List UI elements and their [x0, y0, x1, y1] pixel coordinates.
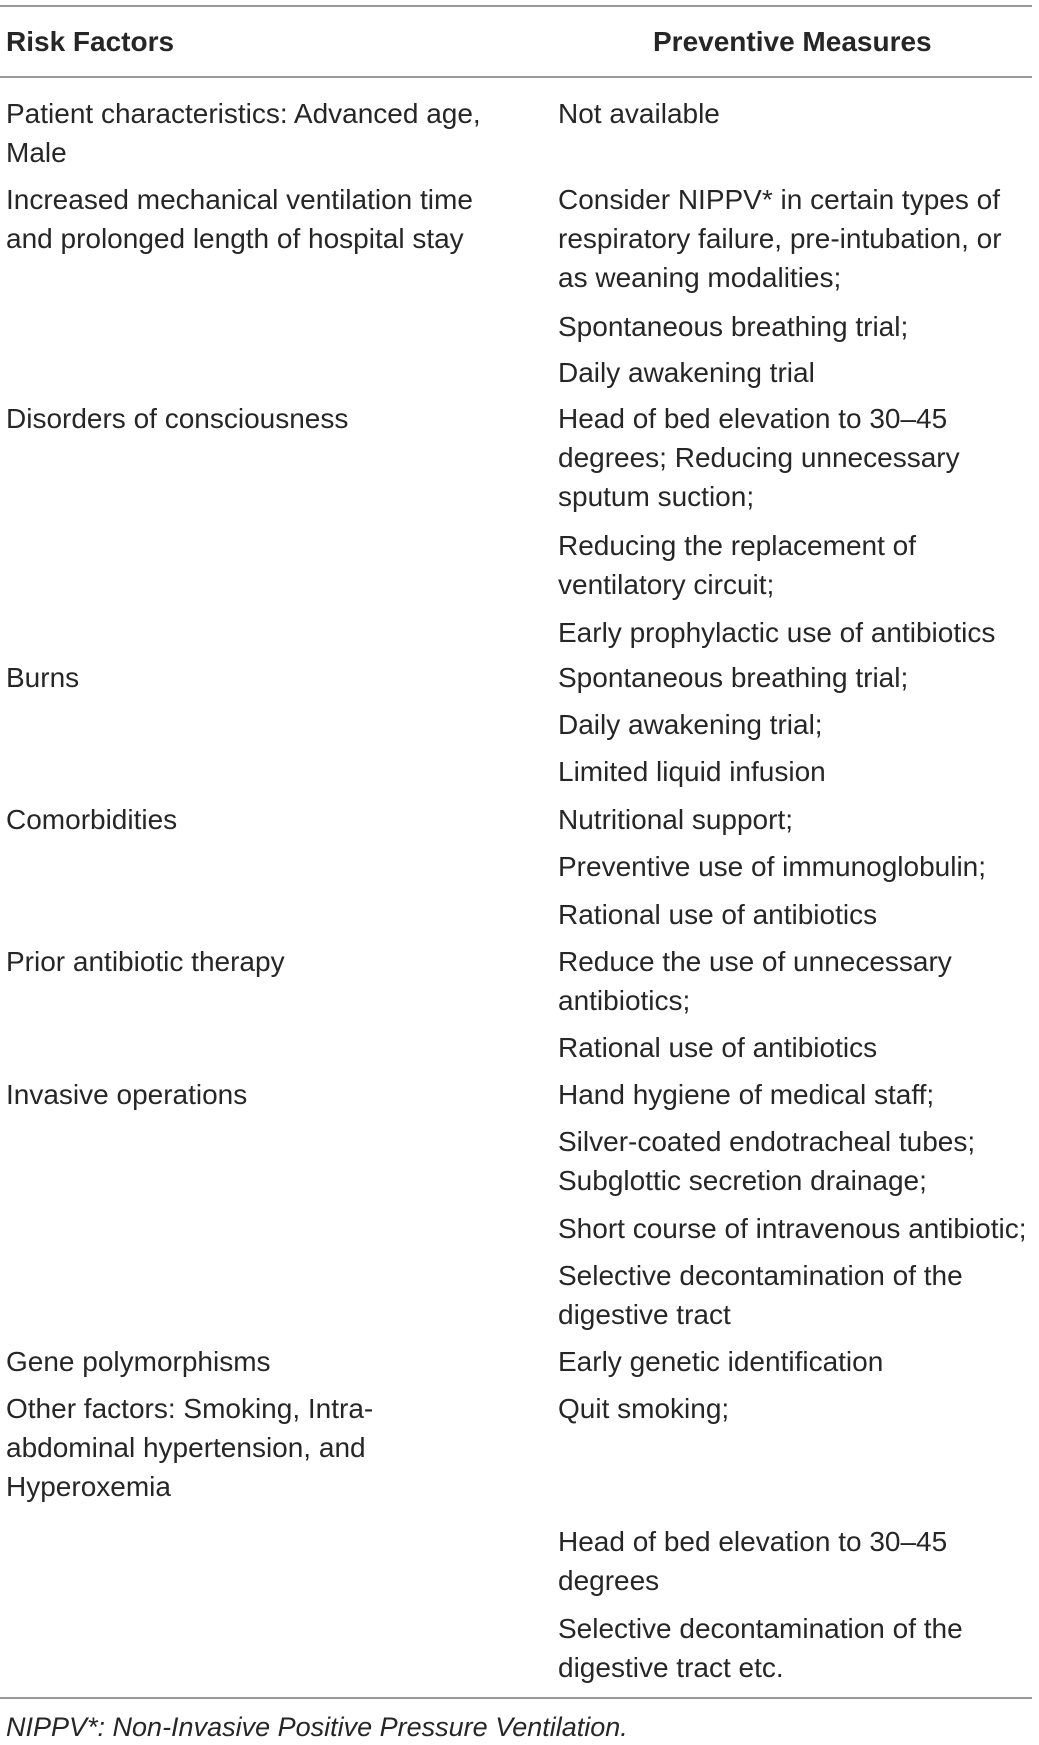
- measure-cell: Reducing the replacement of ventilatory circuit;: [558, 530, 916, 600]
- risk-factor-cell: Burns: [6, 662, 80, 693]
- risk-factor-cell: Prior antibiotic therapy: [6, 946, 285, 977]
- measure-cell: Selective decontamination of the digestive tract: [558, 1260, 963, 1330]
- risk-factor-cell: Invasive operations: [6, 1079, 248, 1110]
- risk-factor-cell: Patient characteristics: Advanced age, Male: [6, 98, 481, 168]
- measure-cell: Short course of intravenous antibiotic;: [558, 1213, 1027, 1244]
- header-preventive-measures: Preventive Measures: [653, 26, 932, 57]
- risk-factor-cell: Increased mechanical ventilation time and prolonged length of hospital stay: [6, 184, 473, 254]
- measure-cell: Early genetic identification: [558, 1346, 884, 1377]
- risk-factor-cell: Comorbidities: [6, 804, 178, 835]
- measure-cell: Quit smoking;: [558, 1393, 730, 1424]
- measure-cell: Consider NIPPV* in certain types of respiratory failure, pre-intubation, or as weaning modalities;: [558, 184, 1002, 293]
- measure-cell: Early prophylactic use of antibiotics: [558, 617, 996, 648]
- measure-cell: Spontaneous breathing trial;: [558, 311, 909, 342]
- measure-cell: Nutritional support;: [558, 804, 794, 835]
- measure-cell: Spontaneous breathing trial;: [558, 662, 909, 693]
- bottom-rule: [0, 1697, 1032, 1699]
- measure-cell: Daily awakening trial;: [558, 709, 823, 740]
- measure-cell: Rational use of antibiotics: [558, 1032, 878, 1063]
- measure-cell: Preventive use of immunoglobulin;: [558, 851, 987, 882]
- measure-cell: Daily awakening trial: [558, 357, 815, 388]
- table-footnote: NIPPV*: Non-Invasive Positive Pressure Ventilation.: [6, 1712, 628, 1742]
- measure-cell: Reduce the use of unnecessary antibiotics;: [558, 946, 952, 1016]
- measure-cell: Limited liquid infusion: [558, 756, 826, 787]
- measure-cell: Head of bed elevation to 30–45 degrees; Reducing unnecessary sputum suction;: [558, 403, 960, 512]
- header-risk-factors: Risk Factors: [6, 26, 175, 57]
- measure-cell: Head of bed elevation to 30–45 degrees: [558, 1526, 948, 1596]
- measure-cell: Silver-coated endotracheal tubes; Subglottic secretion drainage;: [558, 1126, 976, 1196]
- risk-factor-cell: Gene polymorphisms: [6, 1346, 271, 1377]
- measure-cell: Hand hygiene of medical staff;: [558, 1079, 935, 1110]
- measure-cell: Rational use of antibiotics: [558, 899, 878, 930]
- risk-factor-cell: Disorders of consciousness: [6, 403, 349, 434]
- risk-factor-cell: Other factors: Smoking, Intra- abdominal hypertension, and Hyperoxemia: [6, 1393, 374, 1502]
- top-rule: [0, 5, 1032, 7]
- measure-cell: Not available: [558, 98, 720, 129]
- measure-cell: Selective decontamination of the digestive tract etc.: [558, 1613, 963, 1683]
- header-rule: [0, 76, 1032, 78]
